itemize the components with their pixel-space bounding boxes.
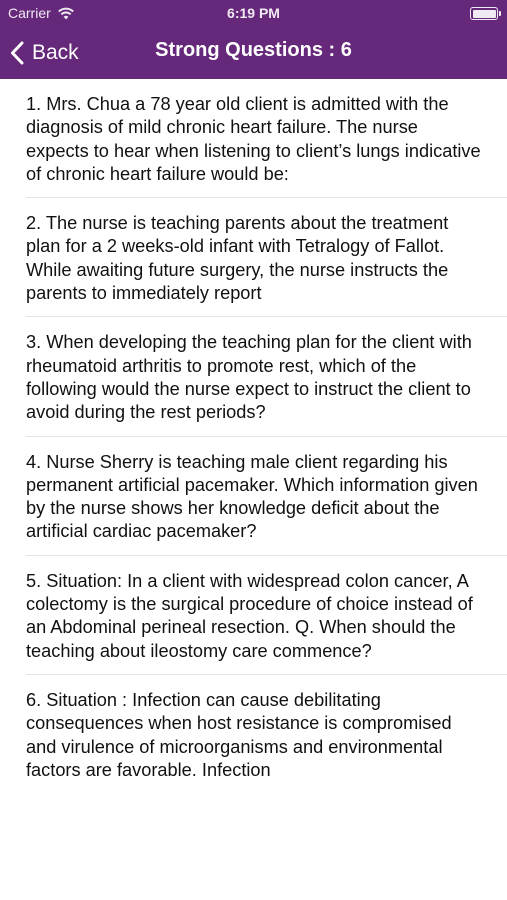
top-bar: [0, 0, 507, 79]
question-item[interactable]: 3. When developing the teaching plan for the client with rheumatoid arthritis to promote rest, which of the following would the nurse expect to instruct the client to avoid during the rest periods?: [0, 317, 507, 436]
navigation-bar: [0, 28, 507, 79]
question-item[interactable]: 6. Situation : Infection can cause debilitating consequences when host resistance is compromised and virulence of microorganisms and environmental factors are favorable. Infection: [26, 689, 452, 780]
status-bar: [0, 0, 507, 28]
question-item[interactable]: 2. The nurse is teaching parents about the treatment plan for a 2 weeks-old infant with Tetralogy of Fallot. While awaiting future surgery, the nurse instructs the parents to immediately report: [0, 198, 507, 317]
question-item[interactable]: 1. Mrs. Chua a 78 year old client is admitted with the diagnosis of mild chronic heart failure. The nurse expects to hear when listening to client’s lungs indicative of chronic heart failure would be:: [0, 79, 507, 198]
page-title: Strong Questions : 6: [155, 39, 352, 61]
question-item[interactable]: 4. Nurse Sherry is teaching male client regarding his permanent artificial pacemaker. Which information given by the nurse shows her knowledge deficit about the artificial cardiac pacemaker?: [0, 437, 507, 556]
clock: 6:19 PM: [227, 5, 280, 21]
question-list[interactable]: [0, 79, 507, 835]
back-button-label: Back: [32, 41, 79, 64]
carrier-label: Carrier: [8, 5, 51, 21]
question-item[interactable]: 5. Situation: In a client with widespread colon cancer, A colectomy is the surgical procedure of choice instead of an Abdominal perineal resection. Q. When should the teaching about ileostomy care commence?: [0, 556, 507, 675]
battery-icon: [470, 7, 498, 20]
